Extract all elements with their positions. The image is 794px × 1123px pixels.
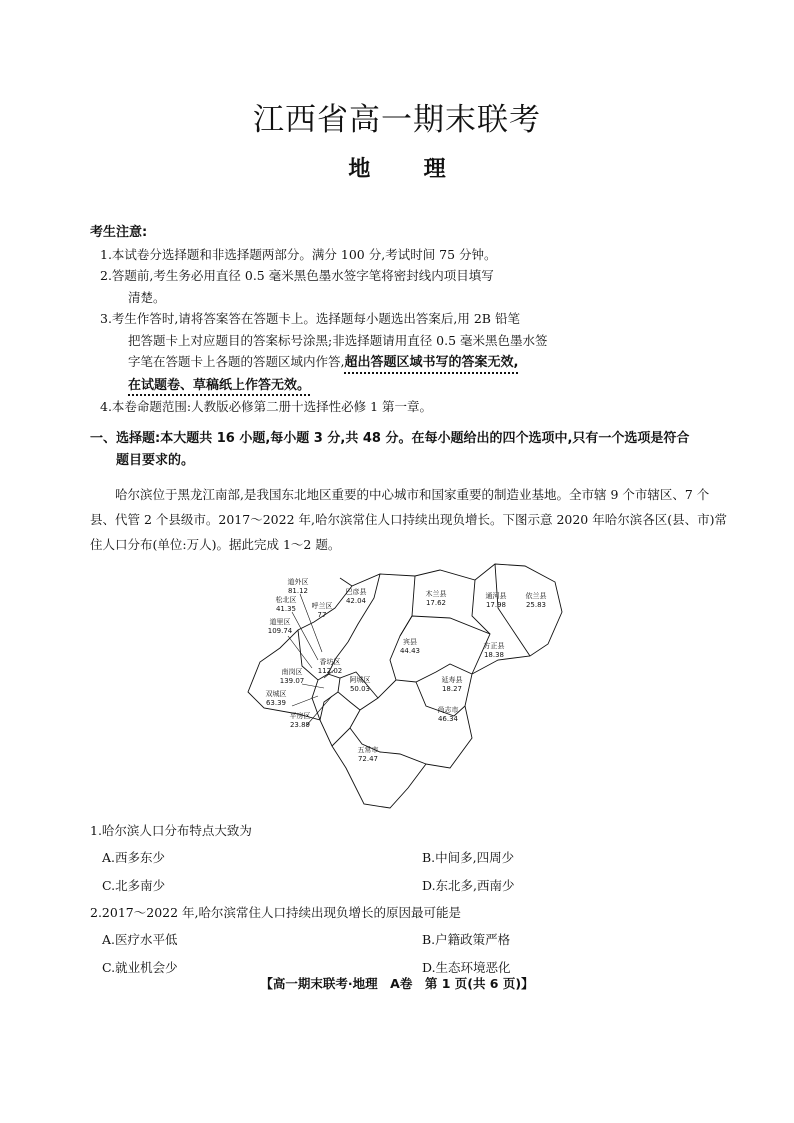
notice-item-2: 2.答题前,考生务必用直径 0.5 毫米黑色墨水签字笔将密封线内项目填写 bbox=[100, 268, 494, 283]
map-label-value: 41.35 bbox=[275, 605, 297, 613]
notice-emphasis-2: 在试题卷、草稿纸上作答无效。 bbox=[128, 377, 311, 393]
map-label-value: 23.89 bbox=[289, 721, 311, 729]
map-label-name: 松北区 bbox=[275, 596, 297, 604]
question-1-stem: 1.哈尔滨人口分布特点大致为 bbox=[90, 823, 252, 838]
map-label-value: 18.27 bbox=[441, 685, 463, 693]
map-label-name: 香坊区 bbox=[319, 658, 341, 666]
section-heading bbox=[90, 428, 730, 472]
questions bbox=[90, 818, 730, 982]
exam-title: 江西省高一期末联考 bbox=[253, 102, 541, 138]
map-label-value: 63.39 bbox=[265, 699, 287, 707]
map-label-value: 17.62 bbox=[425, 599, 447, 607]
question-2-option-a[interactable]: A.医疗水平低 bbox=[102, 932, 178, 947]
map-label-value: 46.34 bbox=[437, 715, 459, 723]
map-label-name: 道外区 bbox=[287, 578, 309, 586]
question-1-option-b[interactable]: B.中间多,四周少 bbox=[422, 850, 515, 865]
section-heading-line-1: 一、选择题:本大题共 16 小题,每小题 3 分,共 48 分。在每小题给出的四个选项中,只有一个选项是符合 bbox=[90, 431, 690, 446]
passage: 哈尔滨位于黑龙江南部,是我国东北地区重要的中心城市和国家重要的制造业基地。全市辖 9 个市辖区、7 个县、代管 2 个县级市。2017～2022 年,哈尔滨常住人口持续出现负增长。下图示意 2020 年哈尔滨各区(县、市)常住人口分布(单位:万人)。据此完成 1～2 题。 bbox=[90, 487, 727, 552]
section-heading-line-2: 题目要求的。 bbox=[116, 453, 195, 468]
map-label-name: 南岗区 bbox=[281, 668, 303, 676]
harbin-population-map bbox=[240, 556, 570, 816]
subject-title bbox=[0, 152, 794, 183]
notice-item-1: 1.本试卷分选择题和非选择题两部分。满分 100 分,考试时间 75 分钟。 bbox=[100, 246, 497, 262]
question-2-stem: 2.2017～2022 年,哈尔滨常住人口持续出现负增长的原因最可能是 bbox=[90, 905, 461, 920]
map-label-value: 109.74 bbox=[267, 627, 293, 635]
notice-emphasis-1: 超出答题区域书写的答案无效, bbox=[344, 355, 519, 370]
map-label-value: 139.07 bbox=[279, 677, 305, 685]
question-2-option-b[interactable]: B.户籍政策严格 bbox=[422, 932, 511, 947]
map-label-name: 阿城区 bbox=[349, 676, 371, 684]
question-2-options-row-1 bbox=[90, 926, 730, 954]
question-2-option-c[interactable]: C.就业机会少 bbox=[102, 960, 178, 975]
map-label-name: 五常市 bbox=[357, 746, 379, 754]
notice-item-3: 3.考生作答时,请将答案答在答题卡上。选择题每小题选出答案后,用 2B 铅笔 bbox=[100, 311, 520, 326]
map-label-name: 通河县 bbox=[485, 592, 507, 600]
map-label-name: 延寿县 bbox=[441, 676, 463, 684]
notice-item-3-cont-1: 把答题卡上对应题目的答案标号涂黑;非选择题请用直径 0.5 毫米黑色墨水签 bbox=[128, 332, 548, 348]
map-label-value: 50.03 bbox=[349, 685, 371, 693]
question-1-option-c[interactable]: C.北多南少 bbox=[102, 878, 166, 893]
question-1-option-a[interactable]: A.西多东少 bbox=[102, 850, 166, 865]
map-label-name: 平房区 bbox=[289, 712, 311, 720]
map-labels bbox=[266, 577, 547, 763]
question-1-options-row-2 bbox=[90, 872, 730, 900]
map-label-value: 42.04 bbox=[345, 597, 367, 605]
map-label-value: 72.47 bbox=[357, 755, 379, 763]
map-label-value: 17.98 bbox=[485, 601, 507, 609]
map-label-value: 18.38 bbox=[483, 651, 505, 659]
question-1-options-row-1 bbox=[90, 844, 730, 872]
subject-char-1: 地 bbox=[348, 157, 371, 182]
notice-heading: 考生注意: bbox=[90, 225, 148, 240]
notice-item-3-cont-2 bbox=[90, 351, 730, 374]
map-label-name: 道里区 bbox=[269, 618, 291, 626]
map-label-name: 双城区 bbox=[265, 690, 287, 698]
map-label-name: 依兰县 bbox=[525, 592, 547, 600]
question-2-option-d[interactable]: D.生态环境恶化 bbox=[422, 960, 511, 975]
notice-item-4: 4.本卷命题范围:人教版必修第二册十选择性必修 1 第一章。 bbox=[100, 399, 433, 414]
map-label-value: 77 bbox=[317, 611, 327, 619]
page-footer: 【高一期末联考·地理 A卷 第 1 页(共 6 页)】 bbox=[260, 976, 534, 991]
map-label-name: 木兰县 bbox=[425, 590, 447, 598]
map-label-name: 巴彦县 bbox=[345, 588, 367, 596]
map-label-value: 81.12 bbox=[287, 587, 309, 595]
question-1-option-d[interactable]: D.东北多,西南少 bbox=[422, 878, 515, 893]
map-label-value: 44.43 bbox=[399, 647, 421, 655]
map-label-name: 方正县 bbox=[483, 642, 505, 650]
subject-char-2: 理 bbox=[423, 157, 446, 182]
notice-item-3-text: 字笔在答题卡上各题的答题区域内作答, bbox=[128, 354, 345, 369]
notice-block bbox=[90, 222, 730, 418]
notice-item-2-cont: 清楚。 bbox=[128, 289, 166, 305]
map-label-name: 呼兰区 bbox=[311, 602, 333, 610]
map-label-value: 112.02 bbox=[317, 667, 343, 675]
map-label-name: 宾县 bbox=[403, 638, 417, 646]
map-label-value: 25.83 bbox=[525, 601, 547, 609]
notice-item-3-cont-3 bbox=[90, 374, 730, 397]
map-label-name: 尚志市 bbox=[437, 706, 459, 714]
